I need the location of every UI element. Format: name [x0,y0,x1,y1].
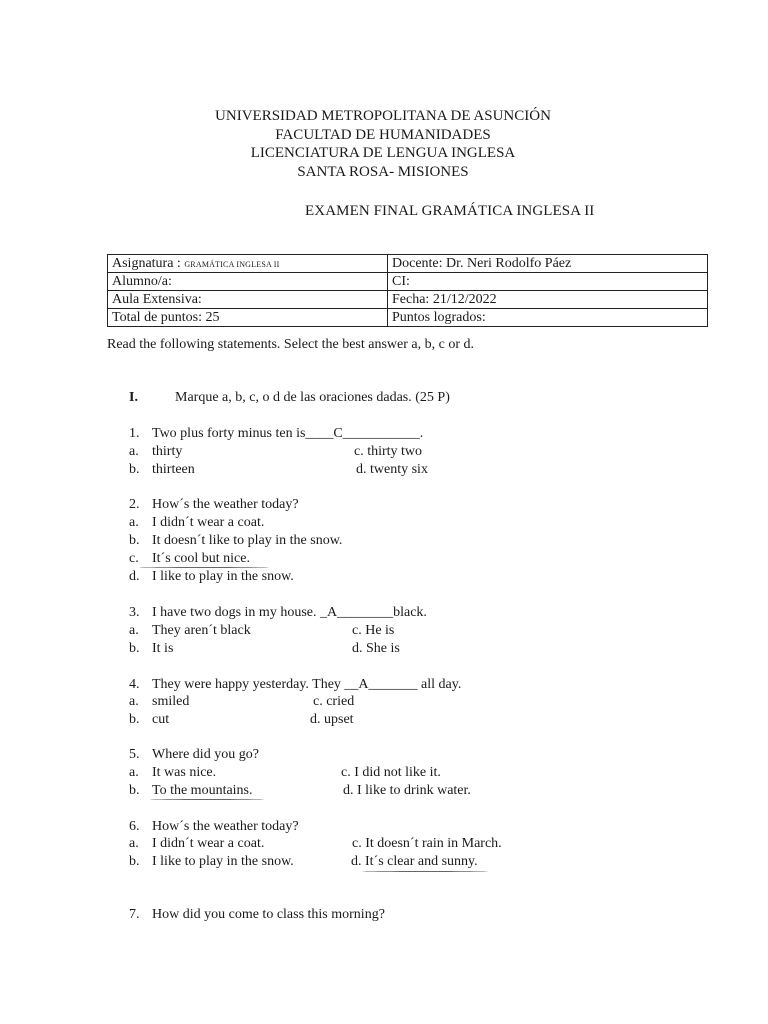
option-c[interactable] [354,444,422,460]
question-number: 3. [129,605,140,620]
option-b[interactable]: b. I like to play in the snow. [129,854,294,869]
option-text: It´s cool but nice. [152,551,250,566]
option-c[interactable]: c. It´s cool but nice. [129,551,250,566]
option-text: It doesn´t like to play in the snow. [152,533,343,548]
option-b[interactable]: b. cut [129,712,170,727]
table-row [108,255,708,273]
question-text: I have two dogs in my house. _A________black. [152,605,427,620]
option-text: I didn´t wear a coat. [152,836,265,851]
section-heading [129,390,450,406]
question-text: Two plus forty minus ten is____C___________. [152,426,424,441]
option-b[interactable]: b. thirteen [129,462,195,477]
option-text: d. I like to drink water. [343,783,471,798]
points-achieved-cell: Puntos logrados: [388,309,708,327]
option-text: It is [152,641,174,656]
question-5 [129,747,259,763]
info-table [107,254,708,327]
question-number: 1. [129,426,140,441]
faculty-name: FACULTAD DE HUMANIDADES [275,126,491,143]
question-number: 7. [129,907,140,922]
option-c[interactable] [313,694,354,710]
subject-label: Asignatura : [112,255,185,271]
table-row [108,291,708,309]
option-a[interactable]: a. They aren´t black [129,623,251,638]
option-text: To the mountains. [152,783,253,798]
option-text: c. It doesn´t rain in March. [352,836,502,851]
option-a[interactable]: a. thirty [129,444,183,459]
option-c[interactable] [352,623,394,639]
option-text: They aren´t black [152,623,251,638]
option-c[interactable] [352,836,502,852]
question-3 [129,605,427,621]
university-name: UNIVERSIDAD METROPOLITANA DE ASUNCIÓN [215,108,551,124]
question-1 [129,426,423,442]
question-text: How´s the weather today? [152,497,299,512]
option-d[interactable] [356,462,428,478]
option-b[interactable]: b. It is [129,641,174,656]
option-text: smiled [152,694,190,709]
option-text: d. twenty six [356,462,428,477]
option-a[interactable]: a. I didn´t wear a coat. [129,515,265,530]
option-a[interactable]: a. I didn´t wear a coat. [129,836,265,851]
instructions: Read the following statements. Select the best answer a, b, c or d. [107,337,475,352]
ci-cell: CI: [388,273,708,291]
option-text: c. cried [313,694,355,709]
option-text: I like to play in the snow. [152,854,294,869]
option-text: d. upset [310,712,354,727]
question-4 [129,677,461,693]
option-d[interactable] [343,783,471,799]
subject-value: GRAMÁTICA INGLESA II [184,259,280,269]
option-text: d. She is [352,641,400,656]
option-text: thirteen [152,462,195,477]
option-d[interactable] [352,641,400,657]
student-cell: Alumno/a: [108,273,388,291]
option-d[interactable]: d. I like to play in the snow. [129,569,294,584]
option-text: c. He is [352,623,395,638]
degree-name: LICENCIATURA DE LENGUA INGLESA [250,145,516,161]
location: SANTA ROSA- MISIONES [297,163,469,180]
question-6 [129,819,299,835]
question-text: How did you come to class this morning? [152,907,385,922]
answer-underline [139,567,269,568]
teacher-cell: Docente: Dr. Neri Rodolfo Páez [388,255,708,273]
section-text: Marque a, b, c, o d de las oraciones dadas. (25 P) [175,390,450,405]
option-text: c. I did not like it. [341,765,441,780]
section-number: I. [129,390,138,405]
question-text: Where did you go? [152,747,259,762]
option-a[interactable]: a. It was nice. [129,765,217,780]
option-b[interactable]: b. To the mountains. [129,783,253,798]
total-points-cell: Total de puntos: 25 [108,309,388,327]
option-text: c. thirty two [354,444,423,459]
answer-underline [150,799,264,800]
option-d[interactable] [310,712,354,728]
classroom-cell: Aula Extensiva: [108,291,388,309]
option-a[interactable]: a. smiled [129,694,190,709]
question-7 [129,907,385,923]
answer-underline [362,871,488,872]
question-text: They were happy yesterday. They __A_______ all day. [152,677,462,692]
subject-cell [108,255,388,273]
option-d[interactable] [351,854,478,870]
question-number: 2. [129,497,140,512]
question-number: 5. [129,747,140,762]
option-text: cut [152,712,170,727]
question-number: 6. [129,819,140,834]
option-text: I didn´t wear a coat. [152,515,265,530]
question-number: 4. [129,677,140,692]
option-text: I like to play in the snow. [152,569,294,584]
option-c[interactable] [341,765,441,781]
option-text: It was nice. [152,765,217,780]
table-row [108,309,708,327]
option-text: d. It´s clear and sunny. [351,854,478,869]
question-text: How´s the weather today? [152,819,299,834]
option-b[interactable]: b. It doesn´t like to play in the snow. [129,533,343,548]
document-header [0,107,768,181]
table-row [108,273,708,291]
option-text: thirty [152,444,183,459]
question-2 [129,497,299,513]
exam-title: EXAMEN FINAL GRAMÁTICA INGLESA II [305,203,595,219]
date-cell: Fecha: 21/12/2022 [388,291,708,309]
